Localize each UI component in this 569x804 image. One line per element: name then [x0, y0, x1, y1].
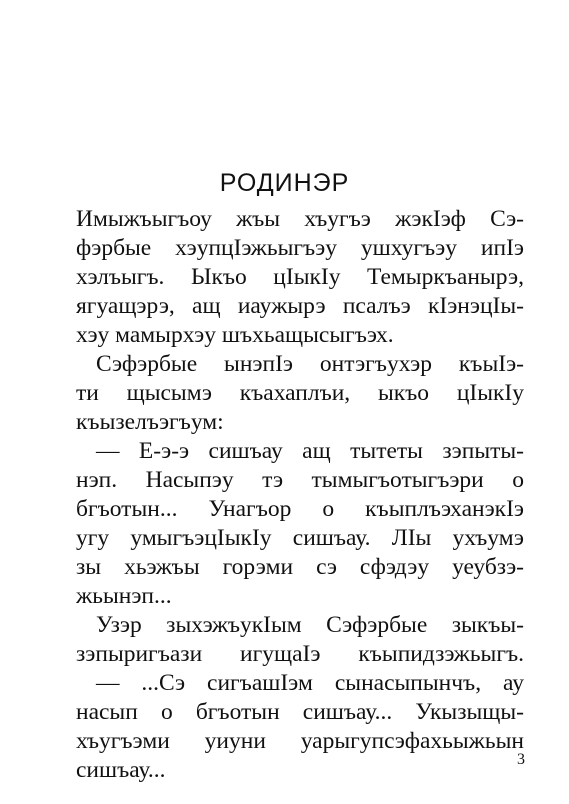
text-line: насып о бгъотын сишъау... Укызыщы- — [76, 699, 524, 725]
body-text — [76, 205, 524, 785]
text-line: зэпыригъази игущаІэ къыпидзэжьыгъ. — [76, 641, 524, 667]
text-line: хэлъыгъ. Ыкъо цІыкІу Темыркъанырэ, — [76, 264, 524, 290]
text-line: хъугъэми уиуни уарыгупсэфахьыжьын — [76, 728, 524, 754]
text-line: бгъотын... Унагъор о къыплъэханэкІэ — [76, 496, 524, 522]
text-line: нэп. Насыпэу тэ тымыгъотыгъэри о — [76, 467, 524, 493]
text-line: Сэфэрбые ынэпІэ онтэгъухэр къыІэ- — [96, 351, 524, 377]
text-line: сишъау... — [76, 757, 166, 783]
page-number: 3 — [517, 751, 525, 768]
text-line: зы хьэжъы горэми сэ сфэдэу уеубзэ- — [76, 554, 524, 580]
text-line: фэрбые хэупцІэжьыгъэу ушхугъэу ипІэ — [76, 235, 524, 261]
text-line: жьынэп... — [76, 583, 172, 609]
text-line: Имыжъыгъоу жъы хъугъэ жэкІэф Сэ- — [76, 206, 524, 232]
text-line: угу умыгъэцІыкІу сишъау. ЛІы ухъумэ — [76, 525, 524, 551]
text-line: ти щысымэ къахаплъи, ыкъо цІыкІу — [76, 380, 524, 406]
chapter-title: РОДИНЭР — [219, 169, 350, 197]
text-line: ягуащэрэ, ащ иаужырэ псалъэ кІэнэцІы- — [76, 293, 524, 319]
text-line: Узэр зыхэжъукІым Сэфэрбые зыкъы- — [96, 612, 524, 638]
text-line: къызелъэгъум: — [76, 409, 224, 435]
text-line: хэу мамырхэу шъхьащысыгъэх. — [76, 322, 394, 348]
text-line: — Е-э-э сишъау ащ тытеты зэпыты- — [96, 438, 524, 464]
text-line: — ...Сэ сигъашІэм сынасыпынчъ, ау — [96, 670, 524, 696]
